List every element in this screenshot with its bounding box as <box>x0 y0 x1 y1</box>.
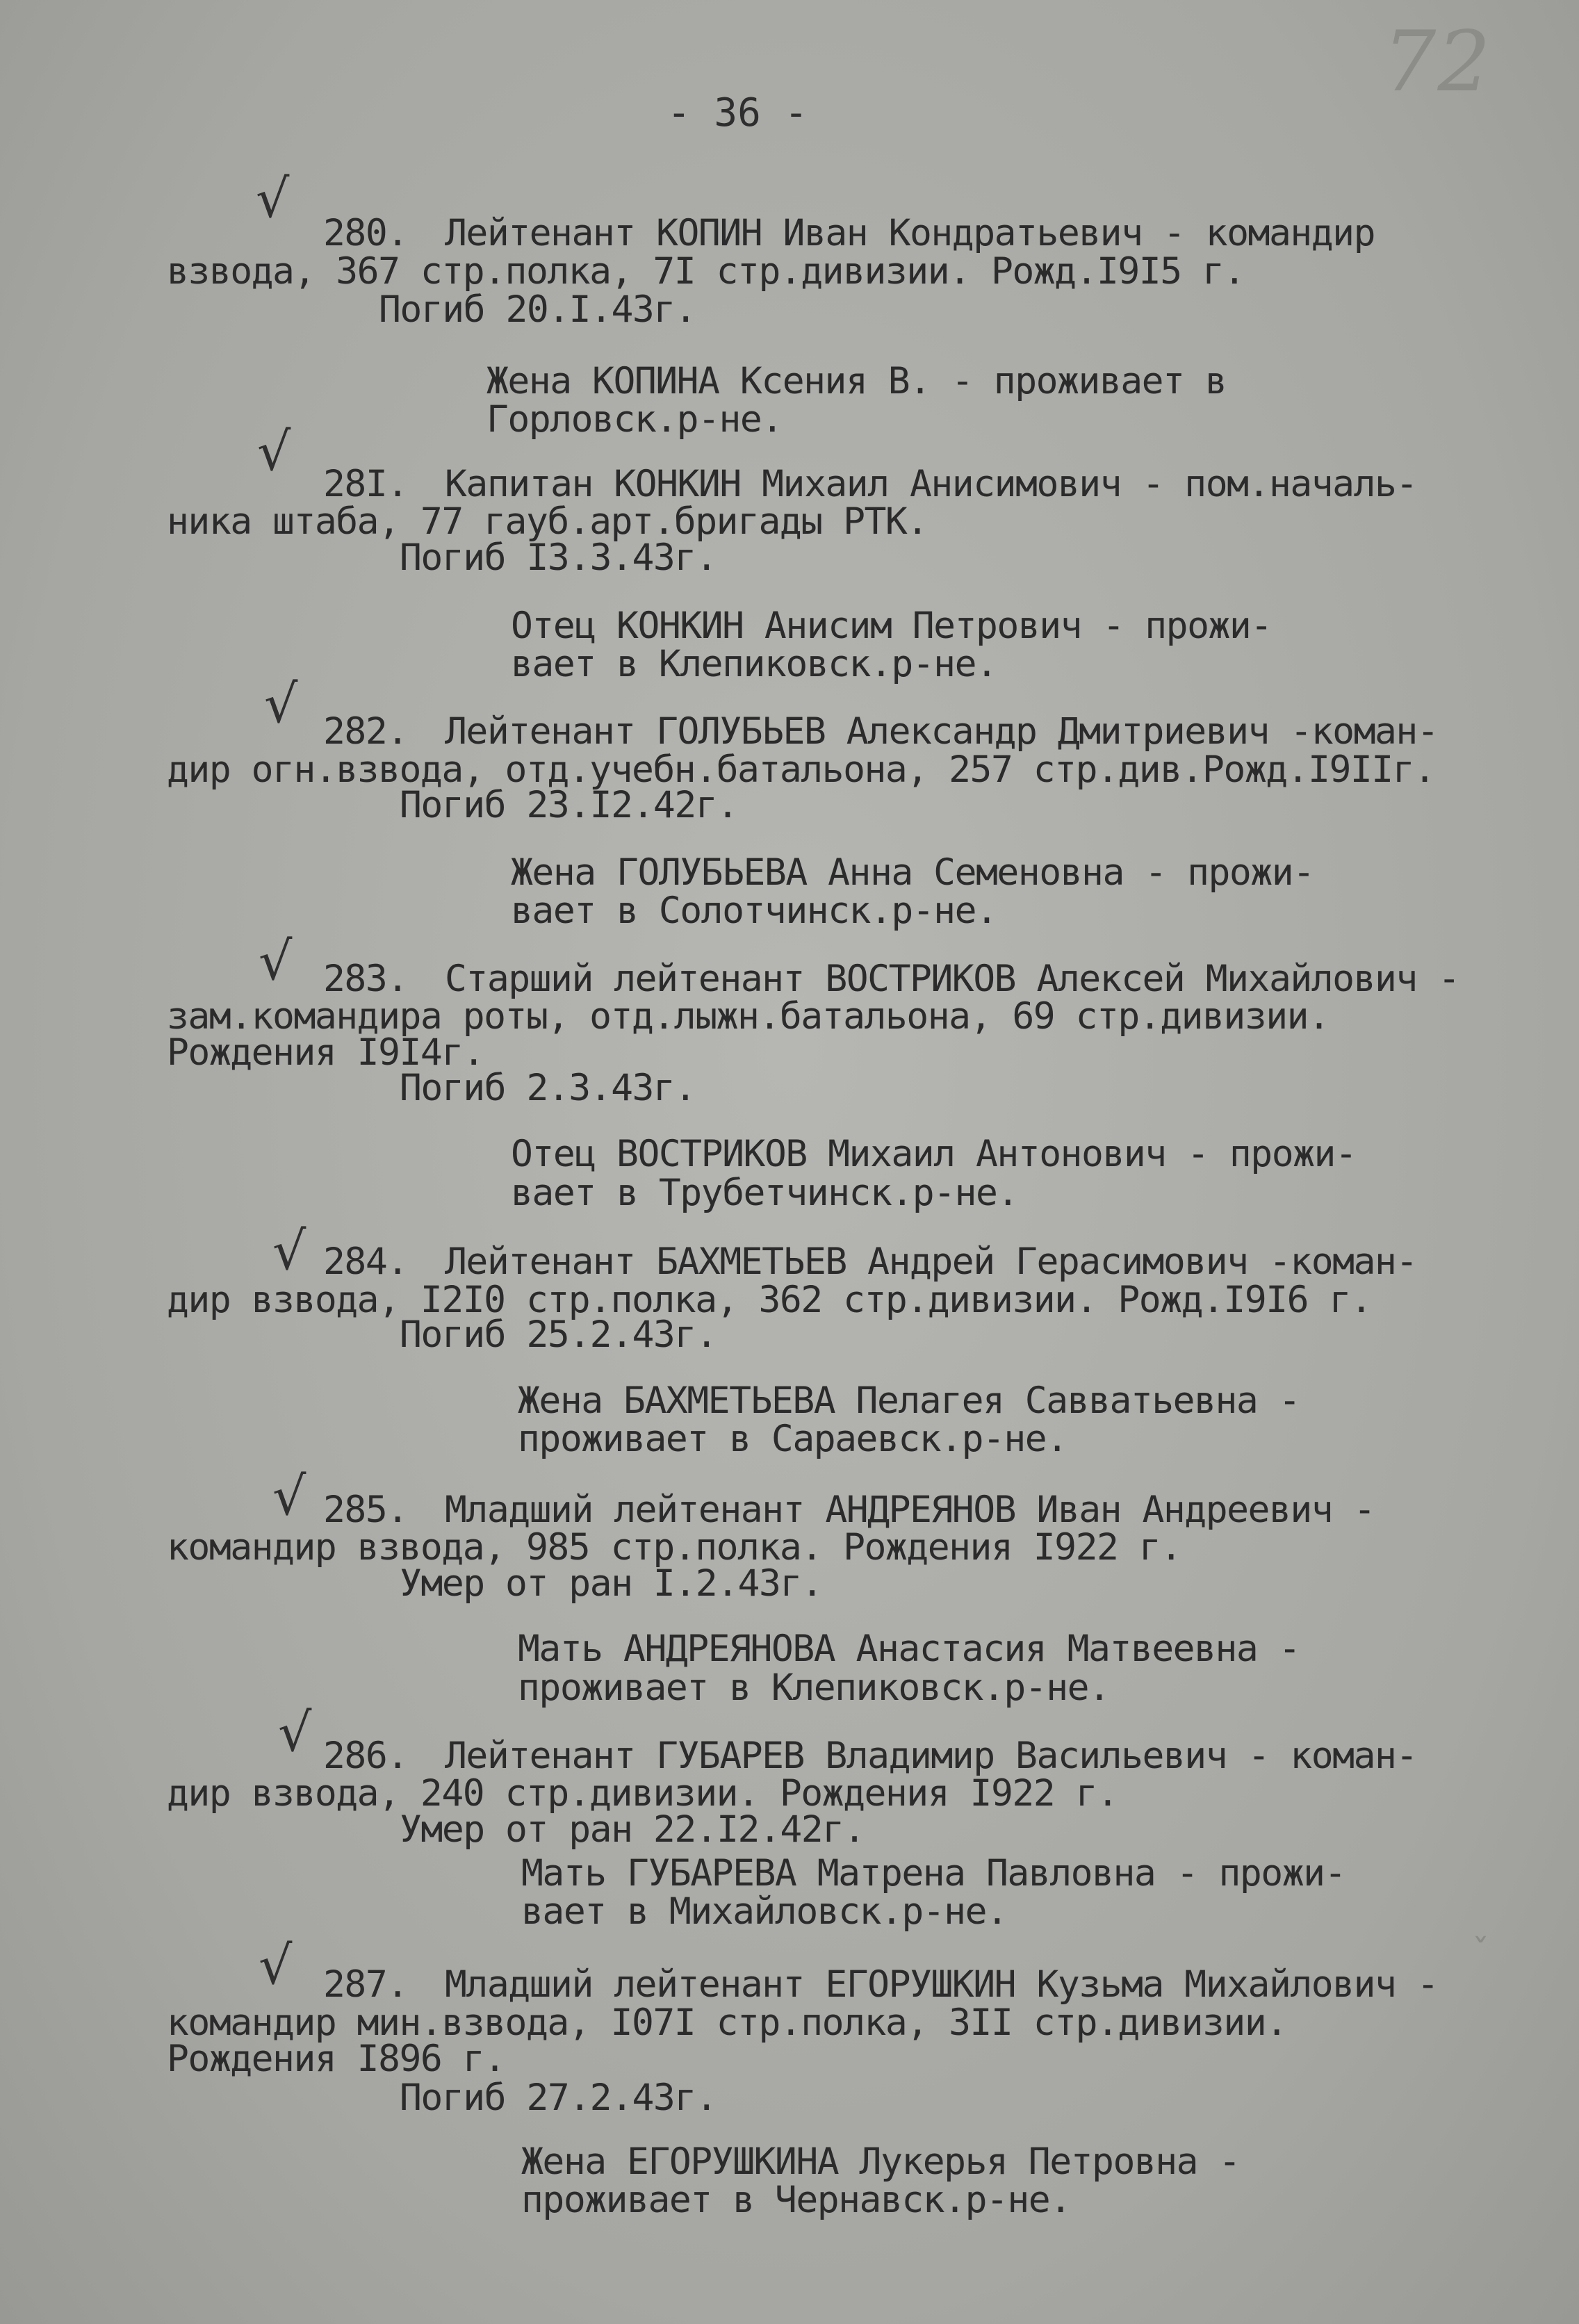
entry-number: 285. <box>323 1489 408 1531</box>
entry-fate: Погиб I3.3.43г. <box>400 537 717 579</box>
entry-line-2: дир огн.взвода, отд.учебн.батальона, 257 стр.див.Рожд.I9IIг. <box>167 748 1435 791</box>
entry-line-2: командир мин.взвода, I07I стр.полка, 3II стр.дивизии. <box>167 2002 1287 2044</box>
entry-line-3: Рождения I896 г. <box>167 2038 505 2080</box>
entry-line-2: дир взвода, 240 стр.дивизии. Рождения I922 г. <box>167 1772 1118 1815</box>
entry-fate: Умер от ран 22.I2.42г. <box>400 1808 865 1851</box>
relative-line-1: Жена КОПИНА Ксения В. - проживает в <box>486 360 1227 402</box>
checkmark-icon: √ <box>259 930 293 992</box>
entry-fate: Погиб 27.2.43г. <box>400 2077 717 2119</box>
entry-number: 28I. <box>323 463 408 505</box>
pencil-mark-icon: ˇ <box>1472 1932 1489 1972</box>
checkmark-icon: √ <box>264 673 298 735</box>
relative-line-1: Жена БАХМЕТЬЕВА Пелагея Савватьевна - <box>518 1380 1300 1422</box>
entry-line-2: командир взвода, 985 стр.полка. Рождения I922 г. <box>167 1526 1181 1569</box>
page-number: - 36 - <box>667 90 808 136</box>
relative-line-2: вает в Клепиковск.р-не. <box>511 643 997 685</box>
entry-line-2: ника штаба, 77 гауб.арт.бригады РТК. <box>167 500 928 543</box>
relative-line-1: Мать АНДРЕЯНОВА Анастасия Матвеевна - <box>518 1628 1300 1670</box>
entry-fate: Погиб 23.I2.42г. <box>400 784 738 826</box>
checkmark-icon: √ <box>256 167 290 229</box>
relative-line-1: Отец КОНКИН Анисим Петрович - прожи- <box>511 605 1272 647</box>
relative-line-2: проживает в Клепиковск.р-не. <box>518 1667 1110 1709</box>
relative-line-2: вает в Михайловск.р-не. <box>521 1890 1008 1933</box>
relative-line-2: вает в Трубетчинск.р-не. <box>511 1172 1018 1214</box>
entry-number: 280. <box>323 212 408 254</box>
relative-line-2: проживает в Сараевск.р-не. <box>518 1418 1067 1460</box>
entry-number: 286. <box>323 1735 408 1777</box>
entry-line-1: Лейтенант КОПИН Иван Кондратьевич - командир <box>445 212 1375 254</box>
entry-number: 287. <box>323 1963 408 2006</box>
relative-line-2: вает в Солотчинск.р-не. <box>511 890 997 932</box>
checkmark-icon: √ <box>259 1934 293 1996</box>
checkmark-icon: √ <box>278 1701 312 1763</box>
relative-line-2: Горловск.р-не. <box>486 398 783 441</box>
relative-line-1: Мать ГУБАРЕВА Матрена Павловна - прожи- <box>521 1852 1345 1895</box>
entry-number: 284. <box>323 1241 408 1283</box>
relative-line-2: проживает в Чернавск.р-не. <box>521 2179 1071 2221</box>
entry-line-1: Лейтенант ГОЛУБЬЕВ Александр Дмитриевич -коман- <box>445 710 1439 753</box>
relative-line-1: Жена ГОЛУБЬЕВА Анна Семеновна - прожи- <box>511 851 1314 894</box>
entry-line-1: Лейтенант БАХМЕТЬЕВ Андрей Герасимович -коман- <box>445 1241 1417 1283</box>
entry-line-1: Младший лейтенант АНДРЕЯНОВ Иван Андреевич - <box>445 1489 1375 1531</box>
checkmark-icon: √ <box>257 420 291 482</box>
entry-fate: Погиб 20.I.43г. <box>379 288 696 331</box>
checkmark-icon: √ <box>272 1220 306 1282</box>
entry-line-1: Капитан КОНКИН Михаил Анисимович - пом.началь- <box>445 463 1417 505</box>
entry-line-2: дир взвода, I2I0 стр.полка, 362 стр.дивизии. Рожд.I9I6 г. <box>167 1279 1372 1321</box>
relative-line-1: Отец ВОСТРИКОВ Михаил Антонович - прожи- <box>511 1133 1357 1175</box>
relative-line-1: Жена ЕГОРУШКИНА Лукерья Петровна - <box>521 2141 1240 2183</box>
archive-folio-number: 72 <box>1383 14 1492 111</box>
entry-line-2: зам.командира роты, отд.лыжн.батальона, 69 стр.дивизии. <box>167 995 1330 1038</box>
entry-fate: Погиб 2.3.43г. <box>400 1067 696 1109</box>
entry-number: 283. <box>323 958 408 1000</box>
checkmark-icon: √ <box>272 1465 306 1527</box>
entry-line-1: Лейтенант ГУБАРЕВ Владимир Васильевич - коман- <box>445 1735 1417 1777</box>
entry-line-1: Младший лейтенант ЕГОРУШКИН Кузьма Михайлович - <box>445 1963 1439 2006</box>
entry-fate: Умер от ран I.2.43г. <box>400 1562 823 1605</box>
entry-line-3: Рождения I9I4г. <box>167 1031 484 1074</box>
entry-fate: Погиб 25.2.43г. <box>400 1314 717 1356</box>
entry-line-2: взвода, 367 стр.полка, 7I стр.дивизии. Рожд.I9I5 г. <box>167 250 1245 293</box>
entry-line-1: Старший лейтенант ВОСТРИКОВ Алексей Михайлович - <box>445 958 1459 1000</box>
entry-number: 282. <box>323 710 408 753</box>
